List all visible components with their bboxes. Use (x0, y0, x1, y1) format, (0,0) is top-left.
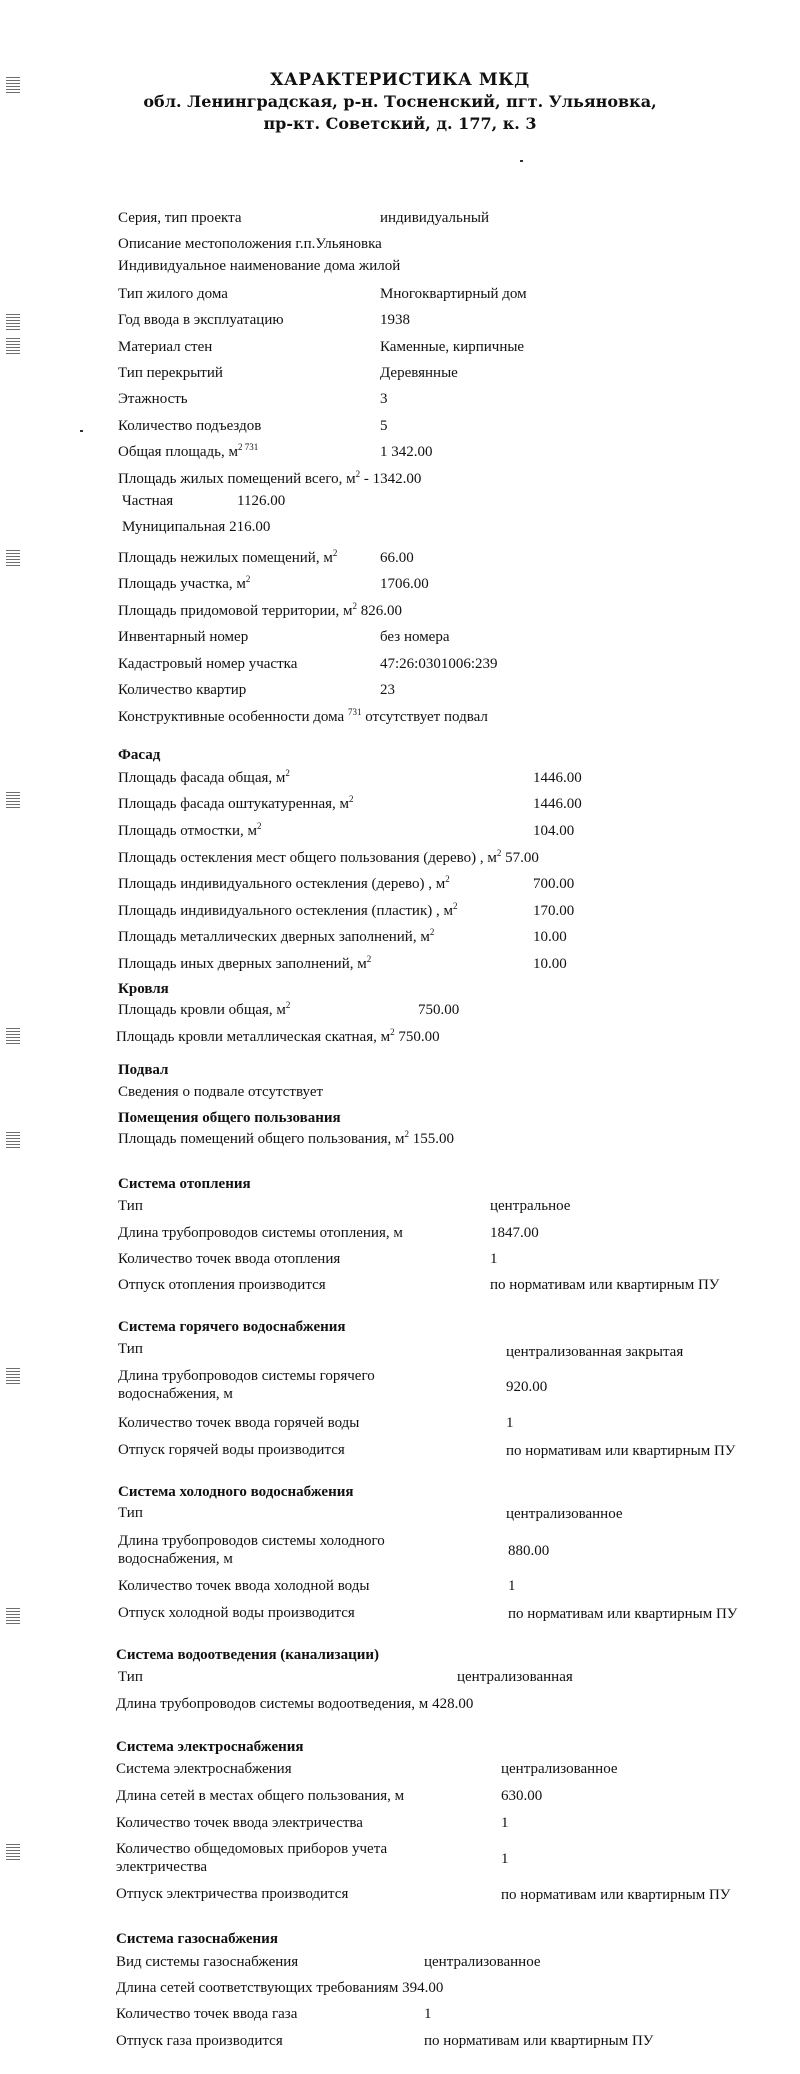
facade-sup: 2 (496, 848, 502, 858)
features-sup: 731 (347, 707, 362, 717)
walls-value: Каменные, кирпичные (380, 339, 525, 355)
cold-water-heading: Система холодного водоснабжения (118, 1484, 354, 1500)
gas-value-3: 1 (424, 2006, 432, 2022)
facade-sup: 2 (366, 954, 372, 964)
private-value: 1126.00 (237, 493, 286, 509)
gas-label-4: Отпуск газа производится (116, 2033, 283, 2049)
roof-value-1: 750.00 (418, 1002, 460, 1018)
inventory-value: без номера (380, 629, 450, 645)
cold-water-label-2b: водоснабжения, м (118, 1551, 233, 1567)
scan-mark (6, 1130, 20, 1148)
basement-text: Сведения о подвале отсутствует (118, 1084, 324, 1100)
total-area-label: Общая площадь, м (118, 444, 239, 460)
entrances-value: 5 (380, 418, 388, 434)
municipal-value: 216.00 (229, 519, 271, 535)
plot-label: Площадь участка, м (118, 576, 246, 592)
hot-water-label-4: Отпуск горячей воды производится (118, 1442, 345, 1458)
living-area-label: Площадь жилых помещений всего, м (118, 471, 356, 487)
sewer-value-1: централизованная (457, 1669, 573, 1685)
year-label: Год ввода в эксплуатацию (118, 312, 284, 328)
nonliving-sup: 2 (332, 548, 338, 558)
adjacent-sup: 2 (352, 601, 358, 611)
scan-speck (80, 430, 83, 432)
cold-water-value-1: централизованное (506, 1506, 623, 1522)
roof-row-2 (116, 1028, 440, 1046)
adjacent-value: 826.00 (360, 603, 403, 619)
heating-value-2: 1847.00 (490, 1225, 539, 1241)
title-line-3: пр-кт. Советский, д. 177, к. 3 (263, 113, 537, 133)
heating-value-4: по нормативам или квартирным ПУ (490, 1277, 720, 1293)
heating-value-3: 1 (490, 1251, 498, 1267)
adjacent-label: Площадь придомовой территории, м (118, 603, 353, 619)
scan-mark (6, 336, 20, 354)
apartments-label: Количество квартир (118, 682, 247, 698)
hot-water-value-1: централизованная закрытая (506, 1344, 684, 1360)
gas-row-2 (116, 1979, 443, 1997)
adjacent-row (118, 602, 402, 620)
facade-label: Площадь индивидуального остекления (дерево) , м (118, 876, 446, 892)
facade-value-5: 700.00 (533, 876, 575, 892)
common-sup: 2 (404, 1129, 410, 1139)
municipal-label: Муниципальная (122, 519, 226, 535)
hot-water-label-1: Тип (118, 1341, 143, 1357)
cold-water-label-1: Тип (118, 1505, 143, 1521)
facade-value-7: 10.00 (533, 929, 567, 945)
entrances-label: Количество подъездов (118, 418, 262, 434)
facade-row-4 (118, 849, 539, 867)
title-line-1: ХАРАКТЕРИСТИКА МКД (270, 70, 530, 90)
facade-value-2: 1446.00 (533, 796, 582, 812)
municipal-row (122, 518, 270, 536)
scan-mark (6, 1026, 20, 1044)
name-row (118, 257, 400, 275)
sewer-label-1: Тип (118, 1669, 143, 1685)
facade-value-8: 10.00 (533, 956, 567, 972)
location-value: г.п.Ульяновка (295, 236, 382, 252)
cold-water-value-3: 1 (508, 1578, 516, 1594)
scan-mark (6, 312, 20, 330)
title-line-2: обл. Ленинградская, р-н. Тосненский, пгт. Ульяновка, (143, 92, 657, 112)
facade-sup: 2 (429, 927, 435, 937)
hot-water-value-3: 1 (506, 1415, 514, 1431)
series-value: индивидуальный (380, 210, 490, 226)
gas-label-3: Количество точек ввода газа (116, 2006, 298, 2022)
roof-value-2: 750.00 (398, 1029, 440, 1045)
facade-sup: 2 (445, 874, 450, 884)
features-value: отсутствует подвал (365, 709, 488, 725)
scan-mark (6, 1842, 20, 1860)
facade-row-2 (118, 795, 354, 813)
inventory-label: Инвентарный номер (118, 629, 249, 645)
power-heading: Система электроснабжения (116, 1739, 304, 1755)
cadastral-label: Кадастровый номер участка (118, 656, 298, 672)
roof-label: Площадь кровли металлическая скатная, м (116, 1029, 391, 1045)
facade-row-6 (118, 902, 458, 920)
cold-water-value-4: по нормативам или квартирным ПУ (508, 1606, 738, 1622)
facade-label: Площадь индивидуального остекления (пластик) , м (118, 903, 453, 919)
gas-label-1: Вид системы газоснабжения (116, 1954, 299, 1970)
storeys-value: 3 (380, 391, 388, 407)
power-value-1: централизованное (501, 1761, 618, 1777)
facade-label: Площадь остекления мест общего пользования (дерево) , м (118, 850, 497, 866)
facade-sup: 2 (285, 768, 290, 778)
gas-value-1: централизованное (424, 1954, 541, 1970)
power-value-4: 1 (501, 1851, 509, 1867)
cold-water-label-3: Количество точек ввода холодной воды (118, 1578, 370, 1594)
facade-label: Площадь отмостки, м (118, 823, 257, 839)
gas-label-2: Длина сетей соответствующих требованиям (116, 1980, 399, 1996)
facade-label: Площадь фасада оштукатуренная, м (118, 796, 350, 812)
facade-value-1: 1446.00 (533, 770, 582, 786)
hot-water-label-2b: водоснабжения, м (118, 1386, 233, 1402)
scan-mark (6, 790, 20, 808)
nonliving-row (118, 549, 337, 567)
gas-value-4: по нормативам или квартирным ПУ (424, 2033, 654, 2049)
roof-sup: 2 (390, 1027, 395, 1037)
series-label: Серия, тип проекта (118, 210, 242, 226)
sewer-heading: Система водоотведения (канализации) (116, 1647, 379, 1663)
sewer-row-2 (116, 1695, 473, 1713)
storeys-label: Этажность (118, 391, 188, 407)
location-label: Описание местоположения (118, 236, 292, 252)
year-value: 1938 (380, 312, 410, 328)
basement-heading: Подвал (118, 1062, 169, 1078)
common-label: Площадь помещений общего пользования, м (118, 1131, 405, 1147)
facade-sup: 2 (257, 821, 262, 831)
hot-water-heading: Система горячего водоснабжения (118, 1319, 346, 1335)
document-title (140, 70, 660, 133)
hot-water-value-4: по нормативам или квартирным ПУ (506, 1443, 736, 1459)
scan-margin-marks (0, 0, 20, 2074)
walls-label: Материал стен (118, 339, 213, 355)
heating-label-1: Тип (118, 1198, 143, 1214)
hot-water-value-2: 920.00 (506, 1379, 548, 1395)
floors-type-label: Тип перекрытий (118, 365, 223, 381)
power-label-3: Количество точек ввода электричества (116, 1815, 363, 1831)
facade-sup: 2 (453, 901, 458, 911)
hot-water-label-2a: Длина трубопроводов системы горячего (118, 1368, 375, 1384)
living-area-value: - 1342.00 (360, 471, 422, 487)
plot-value: 1706.00 (380, 576, 429, 592)
nonliving-value: 66.00 (380, 550, 414, 566)
features-label: Конструктивные особенности дома (118, 709, 345, 725)
plot-sup: 2 (245, 574, 251, 584)
roof-sup: 2 (285, 1000, 291, 1010)
cold-water-label-4: Отпуск холодной воды производится (118, 1605, 355, 1621)
living-area-row (118, 470, 421, 488)
scan-mark (6, 75, 20, 93)
scan-mark (6, 548, 20, 566)
power-label-4b: электричества (116, 1859, 207, 1875)
power-value-3: 1 (501, 1815, 509, 1831)
scan-mark (6, 1606, 20, 1624)
cold-water-label-2a: Длина трубопроводов системы холодного (118, 1533, 385, 1549)
total-area-row (118, 443, 258, 461)
private-label: Частная (122, 493, 174, 509)
heating-value-1: центральное (490, 1198, 571, 1214)
facade-row-3 (118, 822, 262, 840)
facade-row-7 (118, 928, 434, 946)
type-label: Тип жилого дома (118, 286, 228, 302)
heating-label-2: Длина трубопроводов системы отопления, м (118, 1225, 403, 1241)
cadastral-value: 47:26:0301006:239 (380, 656, 498, 672)
facade-heading: Фасад (118, 747, 161, 763)
power-value-2: 630.00 (501, 1788, 543, 1804)
features-row (118, 708, 488, 726)
facade-value-4: 57.00 (505, 850, 539, 866)
sewer-label-2: Длина трубопроводов системы водоотведения, м (116, 1696, 429, 1712)
heating-label-3: Количество точек ввода отопления (118, 1251, 341, 1267)
power-value-5: по нормативам или квартирным ПУ (501, 1887, 731, 1903)
power-label-5: Отпуск электричества производится (116, 1886, 349, 1902)
nonliving-label: Площадь нежилых помещений, м (118, 550, 333, 566)
common-heading: Помещения общего пользования (118, 1110, 341, 1126)
location-row (118, 235, 382, 253)
facade-label: Площадь металлических дверных заполнений, м (118, 929, 430, 945)
power-label-2: Длина сетей в местах общего пользования, м (116, 1788, 405, 1804)
scan-mark (6, 1366, 20, 1384)
hot-water-label-3: Количество точек ввода горячей воды (118, 1415, 360, 1431)
name-label: Индивидуальное наименование дома (118, 258, 356, 274)
gas-value-2: 394.00 (402, 1980, 444, 1996)
gas-heading: Система газоснабжения (116, 1931, 278, 1947)
cold-water-value-2: 880.00 (508, 1543, 550, 1559)
roof-heading: Кровля (118, 981, 169, 997)
total-area-sup: 2 731 (238, 442, 259, 452)
common-row-1 (118, 1130, 454, 1148)
facade-row-5 (118, 875, 450, 893)
facade-label: Площадь фасада общая, м (118, 770, 286, 786)
facade-label: Площадь иных дверных заполнений, м (118, 956, 367, 972)
power-label-4a: Количество общедомовых приборов учета (116, 1841, 388, 1857)
plot-row (118, 575, 250, 593)
floors-type-value: Деревянные (380, 365, 458, 381)
facade-row-1 (118, 769, 290, 787)
facade-row-8 (118, 955, 371, 973)
heating-label-4: Отпуск отопления производится (118, 1277, 326, 1293)
roof-label: Площадь кровли общая, м (118, 1002, 286, 1018)
sewer-value-2: 428.00 (432, 1696, 474, 1712)
scan-speck (520, 160, 523, 162)
name-value: жилой (358, 258, 401, 274)
common-value: 155.00 (412, 1131, 455, 1147)
facade-value-3: 104.00 (533, 823, 575, 839)
roof-row-1 (118, 1001, 290, 1019)
heating-heading: Система отопления (118, 1176, 251, 1192)
living-area-sup: 2 (355, 469, 361, 479)
apartments-value: 23 (380, 682, 395, 698)
facade-sup: 2 (349, 794, 354, 804)
total-area-value: 1 342.00 (380, 444, 433, 460)
type-value: Многоквартирный дом (380, 286, 527, 302)
facade-value-6: 170.00 (533, 903, 575, 919)
power-label-1: Система электроснабжения (116, 1761, 292, 1777)
